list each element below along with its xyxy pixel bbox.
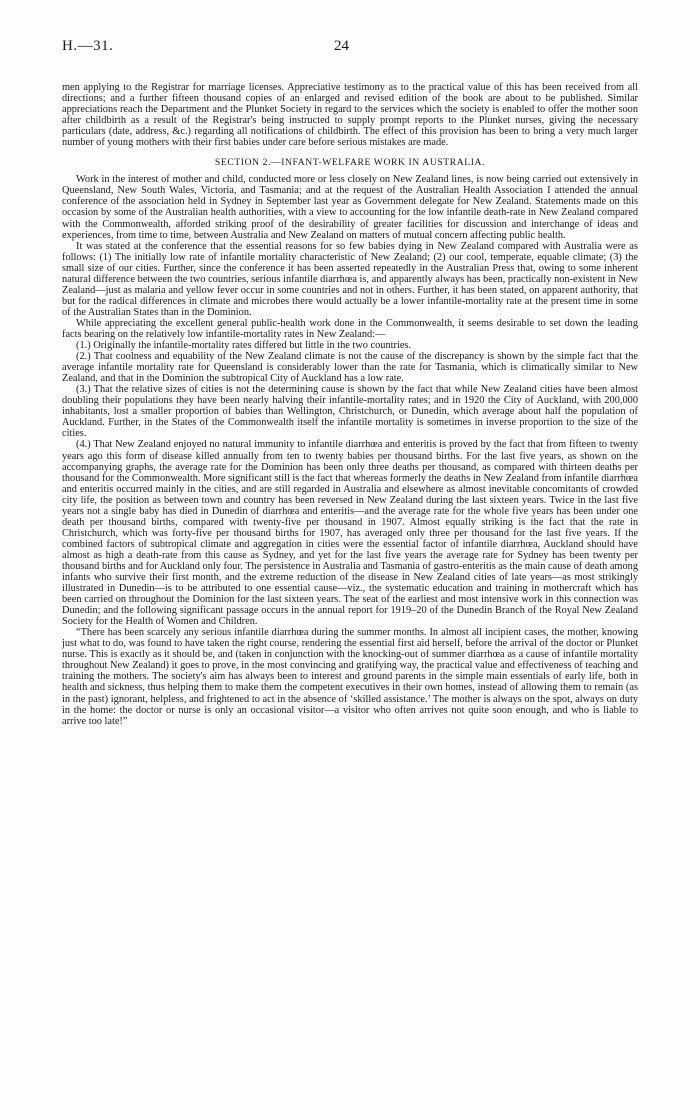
page-header xyxy=(62,38,646,60)
page-number: 24 xyxy=(334,38,349,54)
quoted-passage: “There has been scarcely any serious infantile diarrhœa during the summer months. In almost all incipient cases, the mother, knowing just what to do, was found to have taken the right course, rendering the essential first aid herself, before the arrival of the doctor or Plunket nurse. This is exactly as it should be, and (taken in conjunction with the knocking-out of summer diarrhœa as a cause of infantile mortality throughout New Zealand) it goes to prove, in the most convincing and gratifying way, the practical value and effectiveness of teaching and training the mothers. The society's aim has always been to interest and ground parents in the simple main essentials of early life, both in health and sickness, thus helping them to make them the competent executives in their own homes, instead of allowing them to remain (as in the past) ignorant, helpless, and frightened to act in the absence of ‘skilled assistance.’ The mother is always on the spot, always on duty in the home: the doctor or nurse is only an occasional visitor—a visitor who often arrives not quite soon enough, and who is liable to arrive too late!” xyxy=(62,627,638,727)
section-paragraph: Work in the interest of mother and child, conducted more or less closely on New Zealand lines, is now being carried out extensively in Queensland, New South Wales, Victoria, and Tasmania; and at the request of the Australian Health Association I attended the annual conference of the association held in Sydney in September last year as Government delegate for New Zealand. Statements made on this occasion by some of the Australian health authorities, with a view to accounting for the low infantile death-rate in New Zealand compared with the Commonwealth, afforded striking proof of the desirability of greater facilities for discussion and interchange of ideas and experiences, from time to time, between Australia and New Zealand on matters of mutual concern affecting public health. xyxy=(62,174,638,241)
section-paragraph: While appreciating the excellent general public-health work done in the Commonwealth, it seems desirable to set down the leading facts bearing on the relatively low infantile-mortality rates in New Zealand:— xyxy=(62,317,638,340)
document-reference: H.—31. xyxy=(62,38,114,54)
numbered-item: (2.) That coolness and equability of the New Zealand climate is not the cause of the discrepancy is shown by the simple fact that the average infantile mortality rate for Queensland is considerably lower than the rate for Tasmania, which is climatically similar to New Zealand, and that in the Dominion the subtropical City of Auckland has a low rate. xyxy=(62,351,638,385)
section-paragraph: It was stated at the conference that the essential reasons for so few babies dying in New Zealand compared with Australia were as follows: (1) The initially low rate of infantile mortality characteristic of New Zealand; (2) our cool, temperate, equable climate; (3) the small size of our cities. Further, since the conference it has been asserted repeatedly in the Australian Press that, owing to some inherent natural difference between the two countries, serious infantile diarrhœa is, and apparently always has been, practically non-existent in New Zealand—just as malaria and yellow fever occur in some countries and not in others. Further, it has been stated, on apparent authority, that but for the radical differences in climate and microbes there would actually be a lower infantile-mortality rate at the present time in some of the Australian States than in the Dominion. xyxy=(62,240,638,318)
document-body xyxy=(62,82,638,727)
numbered-item: (1.) Originally the infantile-mortality rates differed but little in the two countries. xyxy=(76,340,412,352)
intro-paragraph: men applying to the Registrar for marriage licenses. Appreciative testimony as to the practical value of this has been received from all directions; and a further fifteen thousand copies of an enlarged and revised edition of the book are about to be published. Similar appreciations reach the Department and the Plunket Society in regard to the services which the society is enabled to offer the mother soon after childbirth as a result of the Registrar's being instructed to supply prompt reports to the Plunket nurses, giving the necessary particulars (date, address, &c.) regarding all notifications of childbirth. The effect of this provision has been to bring a very much larger number of young mothers with their first babies under care before serious mistakes are made. xyxy=(62,82,638,149)
section-heading: SECTION 2.—INFANT-WELFARE WORK IN AUSTRALIA. xyxy=(214,157,486,169)
numbered-item: (3.) That the relative sizes of cities is not the determining cause is shown by the fact that while New Zealand cities have been almost doubling their populations they have been nearly halving their infantile-mortality rates; and in 1920 the City of Auckland, with 200,000 inhabitants, lost a smaller proportion of babies than Wellington, Christchurch, or Dunedin, which average about half the population of Auckland. Further, in the States of the Commonwealth itself the infantile mortality is sometimes in inverse proportion to the size of the cities. xyxy=(62,384,638,440)
numbered-item: (4.) That New Zealand enjoyed no natural immunity to infantile diarrhœa and enteritis is proved by the fact that from fifteen to twenty years ago this form of disease killed annually from ten to twenty babies per thousand births. For the last five years, as shown on the accompanying graphs, the average rate for the Dominion has been only three deaths per thousand, as compared with thirteen deaths per thousand for the Commonwealth. More significant still is the fact that whereas formerly the deaths in New Zealand from infantile diarrhœa and enteritis occurred mainly in the cities, and are still regarded in Australia and elsewhere as almost inevitable concomitants of crowded city life, the position as between town and country has been reversed in New Zealand during the last sixteen years. Twice in the last five years not a single baby has died in Dunedin of diarrhœa and enteritis—and the average rate for the whole five years has been under one death per thousand births, compared with twenty-five per thousand in 1907. Almost equally striking is the fact that the rate in Christchurch, which was forty-five per thousand births for 1907, has averaged only three per thousand for the last five years. If the combined factors of subtropical climate and aggregation in cities were the essential factor of infantile diarrhœa, Auckland should have almost as high a death-rate from this cause as Sydney, and yet for the last five years the average rate for Sydney has been twenty per thousand births and for Auckland only four. The persistence in Australia and Tasmania of gastro-enteritis as the main cause of death among infants who survive their first month, and the extreme reduction of the disease in New Zealand cities of late years—as most strikingly illustrated in Dunedin—is to be attributed to one essential cause—viz., the systematic education and training in mothercraft which has been carried on throughout the Dominion for the last sixteen years. The seat of the earliest and most intensive work in this connection was Dunedin; and the following significant passage occurs in the annual report for 1919–20 of the Dunedin Branch of the Royal New Zealand Society for the Health of Women and Children. xyxy=(62,439,638,628)
